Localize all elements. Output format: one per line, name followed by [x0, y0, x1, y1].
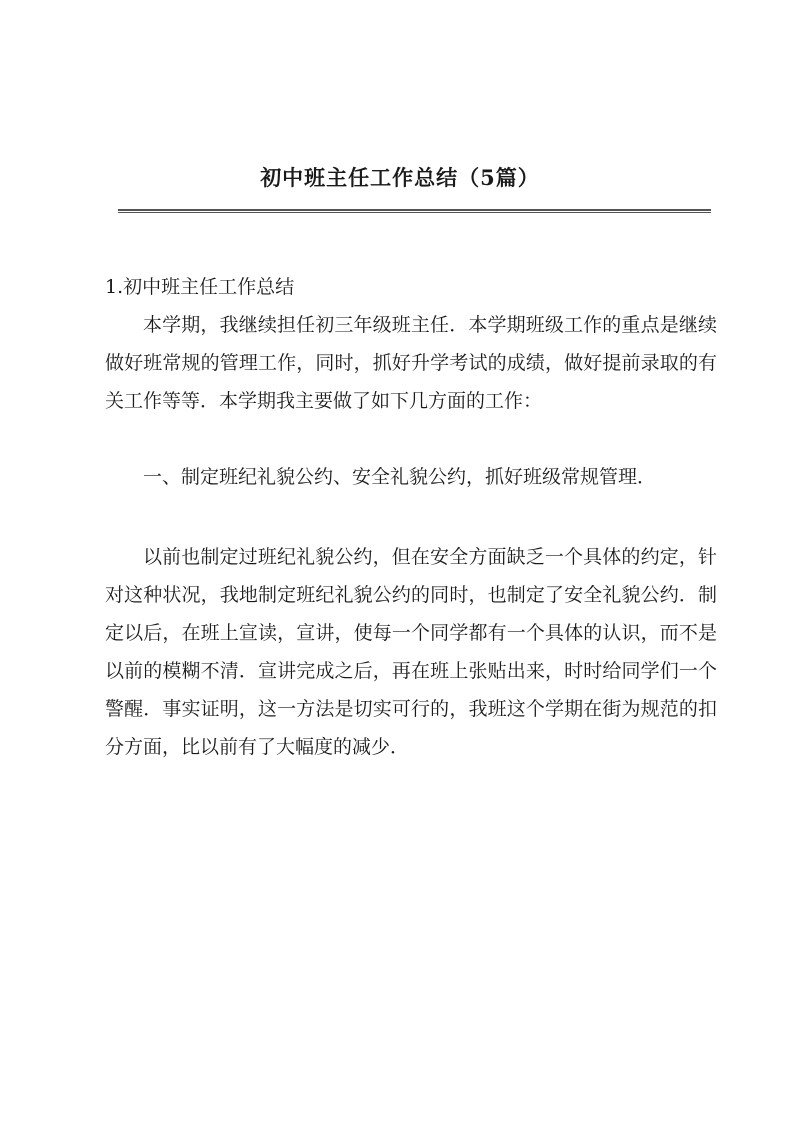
- section-heading: 1.初中班主任工作总结: [105, 276, 295, 298]
- title-divider: [118, 209, 711, 213]
- paragraph-body: 以前也制定过班纪礼貌公约，但在安全方面缺乏一个具体的约定，针对这种状况，我地制定班纪礼貌公约的同时，也制定了安全礼貌公约．制定以后，在班上宣读，宣讲，使每一个同学都有一个具体的认识，而不是以前的模糊不清．宣讲完成之后，再在班上张贴出来，时时给同学们一个警醒．事实证明，这一方法是切实可行的，我班这个学期在街为规范的扣分方面，比以前有了大幅度的减少．: [105, 546, 717, 758]
- paragraph-subheading: 一、制定班纪礼貌公约、安全礼貌公约，抓好班级常规管理．: [143, 466, 657, 488]
- paragraph-intro: 本学期，我继续担任初三年级班主任．本学期班级工作的重点是继续做好班常规的管理工作，同时，抓好升学考试的成绩，做好提前录取的有关工作等等．本学期我主要做了如下几方面的工作：: [105, 314, 717, 412]
- document-title: 初中班主任工作总结（5篇）: [260, 165, 540, 190]
- document-body: [105, 268, 717, 766]
